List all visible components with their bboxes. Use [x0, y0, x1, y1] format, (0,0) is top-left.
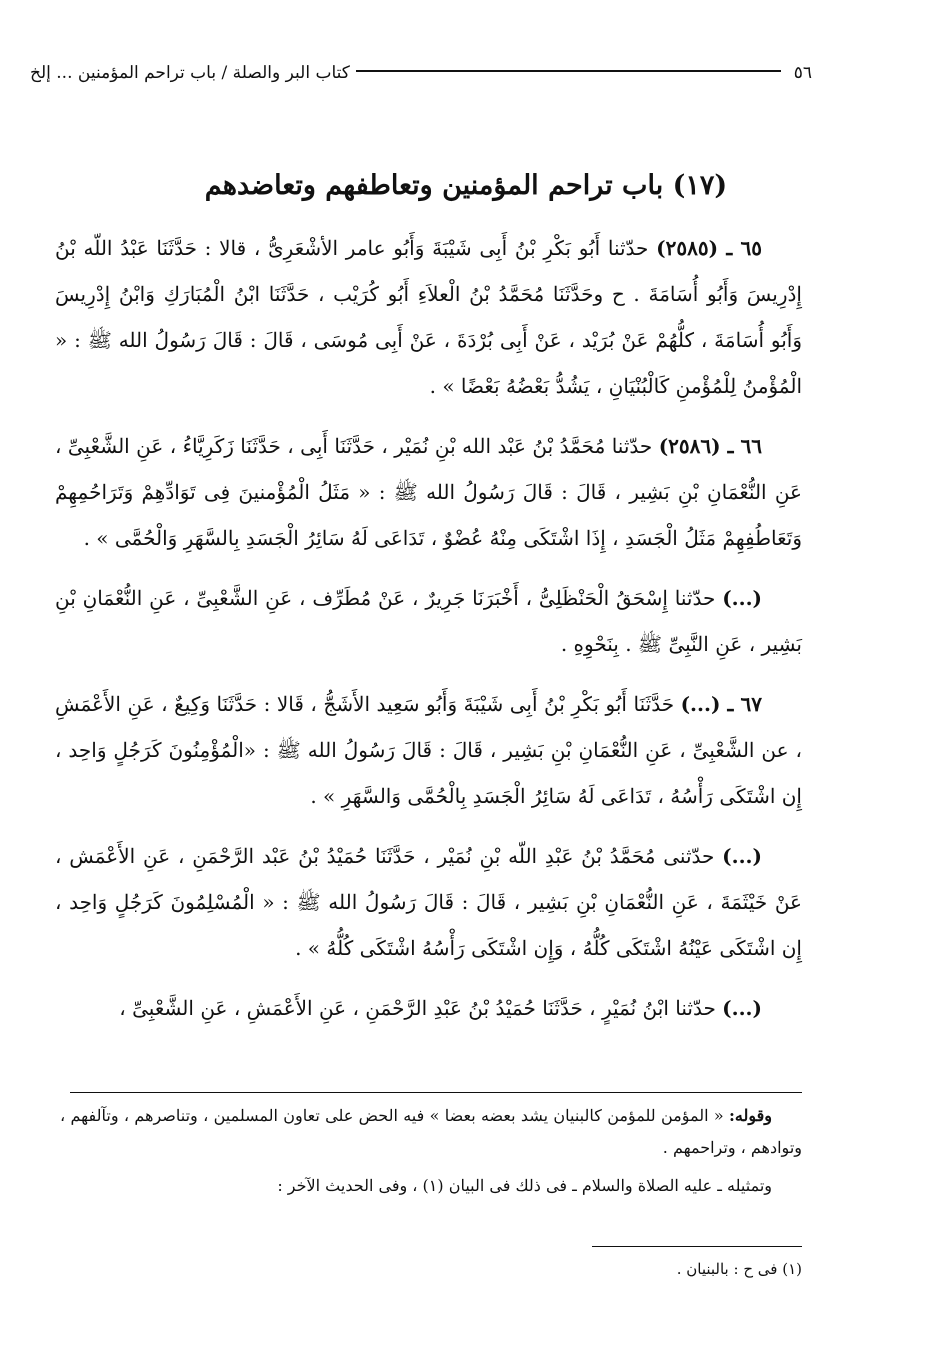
- commentary-paragraph: [60, 1170, 802, 1202]
- hadith-text: حدّثنا إِسْحَقُ الْحَنْظَلِىُّ ، أَخْبَرَنَا جَرِيرٌ ، عَنْ مُطَرِّف ، عَنِ الشَّعْبِىِّ ، عَنِ النُّعْمَانِ بْنِ بَشِير ، عَنِ النَّبِىِّ ﷺ . بِنَحْوِهِ .: [55, 586, 802, 656]
- running-title: كتاب البر والصلة / باب تراحم المؤمنين ... إلخ: [30, 63, 350, 83]
- footnote: (١) فى ح : بالبنيان .: [676, 1260, 802, 1278]
- hadith-text: حدّثنى مُحَمَّدُ بْنُ عَبْدِ اللّه بْنِ نُمَيْر ، حَدَّثَنَا حُمَيْدُ بْنُ عَبْد الرَّحْمَنِ ، عَنِ الأَعْمَش ، عَنْ خَيْثَمَةَ ، عَنِ النُّعْمَانِ بْنِ بَشِير ، قَالَ : قَالَ رَسُولُ الله ﷺ : « الْمُسْلِمُونَ كَرَجُلٍ وَاحِد ، إِن اشْتَكَى عَيْنُهُ اشْتَكَى كُلُّهُ ، وَإِن اشْتَكَى رَأْسُهُ اشْتَكَى كُلُّهُ » .: [55, 844, 802, 960]
- header-rule: [356, 70, 781, 72]
- footnote-rule: [592, 1246, 802, 1247]
- hadith-65: [55, 225, 802, 409]
- hadith-67: [55, 681, 802, 819]
- hadith-number: (...): [722, 996, 762, 1020]
- commentary-lead: وقوله:: [728, 1106, 772, 1125]
- commentary-text: وتمثيله ـ عليه الصلاة والسلام ـ فى ذلك فى البيان (١) ، وفى الحديث الآخر :: [277, 1176, 772, 1195]
- chapter-title: (١٧) باب تراحم المؤمنين وتعاطفهم وتعاضدهم: [204, 170, 728, 201]
- hadith-number: (...): [722, 586, 763, 610]
- hadith-text: حدّثنا أَبُو بَكْرِ بْنُ أَبِى شَيْبَةَ وَأَبُو عامر الأشْعَرِىُّ ، قالا : حَدَّثَنَا عَبْدُ اللّه بْنُ إِدْرِيسَ وَأَبُو أُسَامَةَ . ح وحَدَّثَنَا مُحَمَّدُ بْنُ الْعلاَءِ أَبُو كُرَيْب ، حَدَّثَنَا ابْنُ الْمُبَارَكِ وَابْنُ إِدْرِيسَ وَأَبُو أُسَامَةَ ، كلُّهُمْ عَنْ بُرَيْد ، عَنْ أَبِى بُرْدَةَ ، عَنْ أَبِى مُوسَى ، قَالَ : قَالَ رَسُولُ الله ﷺ : « الْمُؤْمنُ لِلْمُؤْمنِ كَالْبُنْيَانِ ، يَشُدُّ بَعْضُهُ بَعْضًا » .: [55, 236, 802, 398]
- hadith-number: ٦٧ ـ (...): [680, 692, 763, 716]
- commentary-paragraph: [60, 1100, 802, 1164]
- hadith-body: [55, 225, 802, 1045]
- commentary: [60, 1100, 802, 1208]
- hadith-number: ٦٥ ـ (٢٥٨٥): [656, 236, 763, 260]
- page-number: ٥٦: [793, 63, 812, 83]
- hadith-text: حدّثنا ابْنُ نُمَيْرٍ ، حَدَّثَنَا حُمَيْدُ بْنُ عَبْدِ الرَّحْمَنِ ، عَنِ الأَعْمَشِ ، عَنِ الشَّعْبِىِّ ،: [119, 996, 716, 1020]
- hadith-number: (...): [722, 844, 762, 868]
- hadith-67-variant-2: [55, 985, 802, 1031]
- running-header: [30, 58, 787, 88]
- hadith-66: [55, 423, 802, 561]
- commentary-text: « المؤمن للمؤمن كالبنيان يشد بعضه بعضا » فيه الحض على تعاون المسلمين ، وتناصرهم ، وتآلفهم ، وتوادهم ، وتراحمهم .: [60, 1106, 802, 1157]
- commentary-rule: [70, 1092, 802, 1093]
- hadith-text: حدّثنا مُحَمَّدُ بْنُ عَبْد الله بْنِ نُمَيْر ، حَدَّثَنَا أَبِى ، حَدَّثَنَا زَكَرِيَّاءُ ، عَنِ الشَّعْبِىِّ ، عَنِ النُّعْمَانِ بْنِ بَشِير ، قَالَ : قَالَ رَسُولُ الله ﷺ : « مَثَلُ الْمُؤْمنينَ فِى تَوَادِّهِمْ وَتَرَاحُمِهِمْ وَتَعَاطُفِهِمْ مَثَلُ الْجَسَدِ ، إِذَا اشْتَكَى مِنْهُ عُضْوٌ ، تَدَاعَى لَهُ سَائِرُ الْجَسَدِ بِالسَّهَرِ وَالْحُمَّى » .: [55, 434, 802, 550]
- hadith-number: ٦٦ ـ (٢٥٨٦): [658, 434, 763, 458]
- hadith-67-variant-1: [55, 833, 802, 971]
- hadith-66-variant: [55, 575, 802, 667]
- hadith-text: حَدَّثَنَا أَبُو بَكْرِ بْنُ أَبِى شَيْبَةَ وَأَبُو سَعِيد الأَشَجُّ ، قَالا : حَدَّثَنَا وَكِيعٌ ، عَنِ الأَعْمَشِ ، عن الشَّعْبِىِّ ، عَنِ النُّعْمَانِ بْنِ بَشِير ، قَالَ : قَالَ رَسُولُ الله ﷺ : «الْمُؤْمِنُونَ كَرَجُلٍ وَاحِد ، إِن اشْتَكَى رَأْسُهُ ، تَدَاعَى لَهُ سَائِرُ الْجَسَدِ بِالْحُمَّى وَالسَّهَرِ » .: [55, 692, 802, 808]
